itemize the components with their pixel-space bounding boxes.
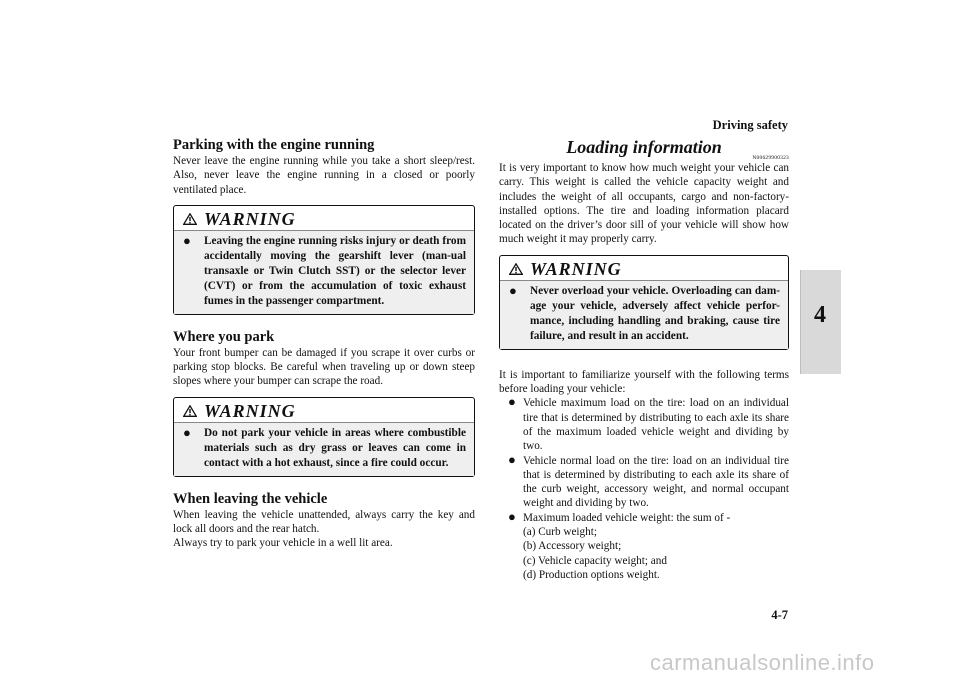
body-where-park: Your front bumper can be damaged if you scrape it over curbs or parking stop blocks. Be careful when traveling up or down steep slopes where your bumper can scrape the road.: [173, 346, 475, 388]
bullet-icon: ●: [509, 282, 517, 298]
bullet-icon: ●: [183, 424, 191, 440]
body-leaving-1: When leaving the vehicle unattended, always carry the key and lock all doors and the rear hatch.: [173, 508, 475, 536]
watermark: carmanualsonline.info: [650, 650, 875, 675]
warning-title: WARNING: [530, 258, 622, 279]
sub-item: (a) Curb weight;: [523, 526, 597, 539]
running-head: Driving safety: [712, 118, 788, 132]
bullet-icon: ●: [508, 508, 516, 524]
warning-header: [500, 256, 788, 280]
left-column: [173, 137, 475, 551]
warning-title: WARNING: [204, 400, 296, 421]
warning-text: Leaving the engine running risks injury or death from accidentally moving the gearshift lever (man-ual transaxle or Twin Clutch SST) or the selector lever (CVT) or from the accumulation of toxic exhaust fumes in the passenger compartment.: [204, 234, 466, 307]
warning-triangle-icon: [183, 213, 197, 225]
list-item: [499, 508, 789, 525]
warning-header: [174, 398, 474, 422]
warning-body: [174, 422, 474, 476]
list-item-text: Maximum loaded vehicle weight: the sum of -: [523, 511, 731, 524]
bullet-icon: ●: [183, 232, 191, 248]
warning-box-park: [173, 397, 475, 477]
warning-box-engine: [173, 205, 475, 315]
heading-where-park: Where you park: [173, 328, 275, 345]
sub-item: (c) Vehicle capacity weight; and: [523, 554, 667, 567]
list-item-text: Vehicle normal load on the tire: load on an individual tire that is determined by distributing to each axle its share of the curb weight, accessory weight, and normal occupant weight and dividing by two.: [523, 454, 789, 510]
list-item: [499, 396, 789, 453]
body-leaving-2: Always try to park your vehicle in a well lit area.: [173, 537, 393, 550]
section-title: Loading information: [566, 137, 722, 157]
warning-box-overload: [499, 255, 789, 350]
body-parking-engine: Never leave the engine running while you take a short sleep/rest. Also, never leave the engine running in a closed or poorly ventilated place.: [173, 155, 475, 196]
loading-intro: It is very important to know how much weight your vehicle can carry. This weight is called the vehicle capacity weight and includes the weight of all occupants, cargo and non-factory-installed options. The tire and loading information placard located on the driver’s door sill of your vehicle will show how much weight it may properly carry.: [499, 162, 789, 246]
sub-item: (d) Production options weight.: [523, 568, 660, 581]
heading-leaving: When leaving the vehicle: [173, 490, 328, 507]
sub-item: (b) Accessory weight;: [523, 540, 622, 553]
warning-body: [174, 230, 474, 314]
warning-body: [500, 280, 788, 349]
terms-intro: It is important to familiarize yourself with the following terms before loading your vehicle:: [499, 368, 789, 396]
warning-text: Never overload your vehicle. Overloading can dam-age your vehicle, adversely affect vehicle perfor-mance, including handling and braking, cause tire failure, and result in an accident.: [530, 284, 780, 342]
right-column: [499, 137, 789, 582]
warning-title: WARNING: [204, 208, 296, 229]
list-item-text: Vehicle maximum load on the tire: load on an individual tire that is determined by distributing to each axle its share of the maximum loaded vehicle weight and dividing by two.: [523, 397, 789, 453]
warning-text: Do not park your vehicle in areas where combustible materials such as dry grass or leaves can come in contact with a hot exhaust, since a fire could occur.: [204, 426, 466, 469]
bullet-icon: ●: [508, 451, 516, 467]
warning-header: [174, 206, 474, 230]
warning-triangle-icon: [509, 263, 523, 275]
page-number: 4-7: [771, 608, 788, 622]
bullet-icon: ●: [508, 394, 516, 410]
reference-code: N00629900323: [752, 155, 789, 161]
heading-parking-engine: Parking with the engine running: [173, 137, 375, 153]
list-item: [499, 451, 789, 511]
warning-triangle-icon: [183, 405, 197, 417]
section-tab-number: 4: [814, 302, 826, 328]
